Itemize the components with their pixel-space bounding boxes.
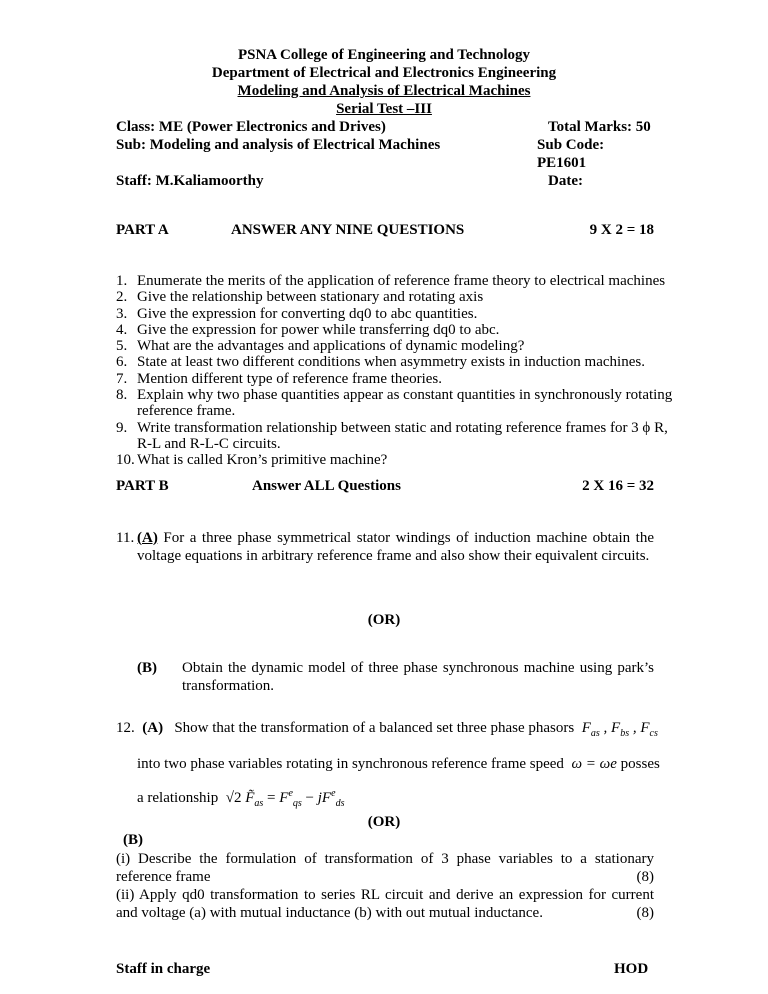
question-item <box>116 338 676 354</box>
text: Obtain the dynamic model of three phase synchronous machine using park’s transformation. <box>182 659 654 694</box>
text: 4. <box>116 321 128 338</box>
staff-info: Staff: M.Kaliamoorthy <box>116 173 264 189</box>
text: 3. <box>116 305 128 322</box>
text: 5. <box>116 338 128 355</box>
question-item <box>116 289 676 305</box>
sub-code: Sub Code: PE1601 <box>537 137 605 171</box>
question-12a: 12. (A) Show that the transformation of a balanced set three phase phasors $F_{as}$ , $F_{bs}$ , $F_{cs}$ into two phase variables rotating in synchronous reference frame speed ω = ωe posses a relationship √2 $F̃_{as} = F^e_{qs} - jF^e_{ds}$ <box>116 719 660 809</box>
text: Show that the transformation of a balanced set three phase phasors <box>174 719 575 736</box>
text: into two phase variables rotating in synchronous reference frame speed <box>137 755 564 772</box>
department-name: Department of Electrical and Electronics Engineering <box>211 65 557 81</box>
text: 6. <box>116 354 128 371</box>
question-item <box>116 371 676 387</box>
hod-signature-label: HOD <box>614 960 649 977</box>
part-a-heading <box>116 221 654 239</box>
text: 1. <box>116 273 128 289</box>
speed-expression: ω = ωe <box>571 755 617 772</box>
text: Write transformation relationship between static and rotating reference frames for 3 ϕ R, R-L and R-L-C circuits. <box>137 419 668 452</box>
part-b-marks: 2 X 16 = 32 <box>582 477 654 494</box>
question-item <box>116 387 676 420</box>
part-a-instruction: ANSWER ANY NINE QUESTIONS <box>231 222 465 238</box>
subject-info: Sub: Modeling and analysis of Electrical Machines <box>116 137 441 153</box>
text: What are the advantages and applications of dynamic modeling? <box>137 338 525 355</box>
question-item <box>116 306 676 322</box>
text: (A) <box>142 719 164 736</box>
part-b-label: PART B <box>116 477 169 494</box>
text: (i) Describe the formulation of transformation of 3 phase variables to a stationary reference frame <box>116 850 654 885</box>
text: State at least two different conditions when asymmetry exists in induction machines. <box>137 354 645 371</box>
total-marks: Total Marks: 50 <box>548 119 651 135</box>
part-b-instruction: Answer ALL Questions <box>252 477 401 494</box>
question-12b-ii <box>116 886 654 922</box>
question-12b-ii-marks: (8) <box>636 904 654 921</box>
text: a relationship <box>137 789 219 806</box>
question-item <box>116 420 676 453</box>
text: 8. <box>116 387 128 404</box>
question-12b-i <box>116 850 654 886</box>
text: (ii) Apply qd0 transformation to series RL circuit and derive an expression for current and voltage (a) with mutual inductance (b) with out mutual inductance. <box>116 886 654 921</box>
text: Give the expression for power while transferring dq0 to abc. <box>137 321 500 338</box>
signature-row <box>116 960 654 978</box>
part-a-question-list <box>116 273 676 469</box>
header-info-row <box>116 118 654 136</box>
question-item <box>116 322 676 338</box>
text: (B) <box>137 659 157 676</box>
question-item <box>116 452 676 468</box>
part-b-heading <box>116 477 654 495</box>
question-item <box>116 354 676 370</box>
class-info: Class: ME (Power Electronics and Drives) <box>116 119 386 135</box>
question-11b <box>137 659 654 695</box>
text: 9. <box>116 419 128 436</box>
or-divider: (OR) <box>367 813 401 830</box>
header-info-row <box>116 172 654 190</box>
date: Date: <box>548 173 583 189</box>
question-12b-label: (B) <box>123 831 143 848</box>
exam-paper <box>116 46 673 978</box>
text: Explain why two phase quantities appear as constant quantities in synchronously rotating reference frame. <box>137 387 673 420</box>
header-info-row <box>116 136 654 172</box>
college-name: PSNA College of Engineering and Technology <box>237 47 531 63</box>
text: 12. <box>116 719 135 736</box>
part-a-label: PART A <box>116 222 169 238</box>
text: 10. <box>116 452 135 469</box>
question-12b-i-marks: (8) <box>636 868 654 885</box>
text: Enumerate the merits of the application of reference frame theory to electrical machines <box>137 273 666 289</box>
subject-title: Modeling and Analysis of Electrical Machines <box>237 83 531 99</box>
text: For a three phase symmetrical stator windings of induction machine obtain the voltage equations in arbitrary reference frame and also show their equivalent circuits. <box>137 529 654 564</box>
text: Mention different type of reference frame theories. <box>137 370 442 387</box>
question-11a <box>116 529 654 565</box>
staff-signature-label: Staff in charge <box>116 960 211 977</box>
test-name: Serial Test –III <box>336 101 432 117</box>
part-a-marks: 9 X 2 = 18 <box>589 222 654 238</box>
text: 7. <box>116 370 128 387</box>
text: 2. <box>116 289 128 306</box>
text: posses <box>620 755 660 772</box>
or-divider: (OR) <box>367 611 401 628</box>
question-item <box>116 273 676 289</box>
text: (A) <box>137 529 158 546</box>
text: Give the relationship between stationary and rotating axis <box>137 289 484 306</box>
text: Give the expression for converting dq0 to abc quantities. <box>137 305 478 322</box>
text: 11. <box>116 529 135 546</box>
text: What is called Kron’s primitive machine? <box>137 452 388 469</box>
